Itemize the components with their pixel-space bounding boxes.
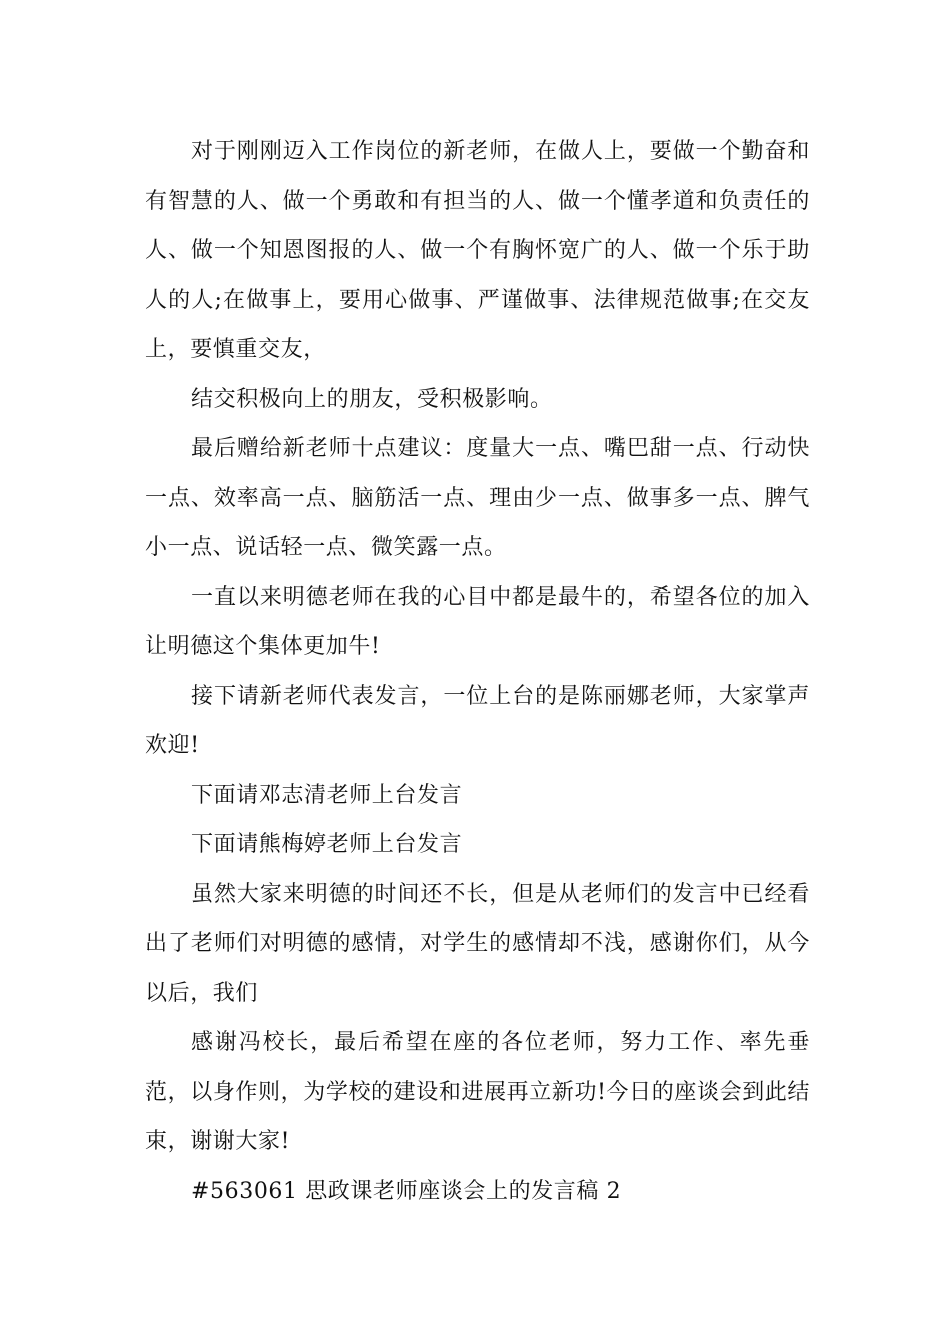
paragraph: 感谢冯校长，最后希望在座的各位老师，努力工作、率先垂范，以身作则，为学校的建设和进展再立新功!今日的座谈会到此结束，谢谢大家! bbox=[145, 1030, 810, 1154]
paragraph: 虽然大家来明德的时间还不长，但是从老师们的发言中已经看出了老师们对明德的感情，对学生的感情却不浅，感谢你们，从今以后，我们 bbox=[145, 881, 810, 1006]
paragraph: 一直以来明德老师在我的心目中都是最牛的，希望各位的加入让明德这个集体更加牛! bbox=[145, 584, 810, 659]
paragraph: 下面请熊梅婷老师上台发言 bbox=[191, 832, 463, 857]
paragraph: 对于刚刚迈入工作岗位的新老师，在做人上，要做一个勤奋和有智慧的人、做一个勇敢和有担当的人、做一个懂孝道和负责任的人、做一个知恩图报的人、做一个有胸怀宽广的人、做一个乐于助人的人;在做事上，要用心做事、严谨做事、法律规范做事;在交友上，要慎重交友， bbox=[145, 139, 810, 362]
document-body bbox=[145, 127, 810, 1216]
paragraph: 结交积极向上的朋友，受积极影响。 bbox=[191, 386, 553, 412]
paragraph: 接下请新老师代表发言，一位上台的是陈丽娜老师，大家掌声欢迎! bbox=[145, 683, 810, 758]
section-heading: #563061 思政课老师座谈会上的发言稿 2 bbox=[191, 1178, 622, 1204]
paragraph: 最后赠给新老师十点建议：度量大一点、嘴巴甜一点、行动快一点、效率高一点、脑筋活一点、理由少一点、做事多一点、脾气小一点、说话轻一点、微笑露一点。 bbox=[145, 436, 810, 560]
paragraph: 下面请邓志清老师上台发言 bbox=[191, 782, 463, 808]
